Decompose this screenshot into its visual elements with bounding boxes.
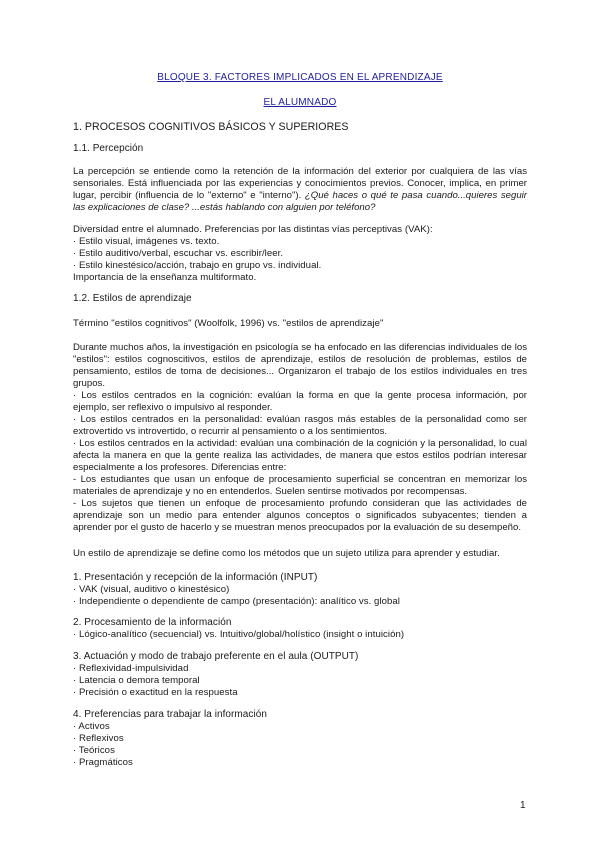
superficial-paragraph: - Los estudiantes que usan un enfoque de procesamiento superficial se concentran en memorizar los materiales de aprendizaje y no en entenderlos. Suelen sentirse motivados por recompensas. — [73, 474, 527, 498]
list-item: · Reflexivos — [73, 733, 124, 744]
list-item: · Pragmáticos — [73, 757, 133, 768]
list-item: · Lógico-analítico (secuencial) vs. Intuitivo/global/holístico (insight o intuición) — [73, 629, 405, 640]
subsection-1-2-heading: 1.2. Estilos de aprendizaje — [73, 293, 192, 304]
actividad-paragraph: · Los estilos centrados en la actividad: evalúan una combinación de la cognición y la personalidad, lo cual afecta la manera en que la gente realiza las actividades, de manera que estos estilos podrían interesar especialmente a los profesores. Diferencias entre: — [73, 438, 527, 474]
list-1-heading: 1. Presentación y recepción de la información (INPUT) — [73, 572, 318, 583]
vak-intro: Diversidad entre el alumnado. Preferencias por las distintas vías perceptivas (VAK): — [73, 224, 433, 235]
personalidad-paragraph: · Los estilos centrados en la personalidad: evalúan rasgos más estables de la personalidad como ser extrovertido vs introvertido, o recurrir al pensamiento o a los sentimientos. — [73, 414, 527, 438]
profundo-paragraph: - Los sujetos que tienen un enfoque de procesamiento profundo consideran que las actividades de aprendizaje son un medio para entender algunos conceptos o significados subyacentes; tienden a aprender por el gusto de hacerlo y se muestran menos preocupados por la evaluación de su desempeño. — [73, 498, 527, 534]
subsection-1-1-heading: 1.1. Percepción — [73, 143, 144, 154]
list-2-heading: 2. Procesamiento de la información — [73, 617, 232, 628]
page-number: 1 — [520, 800, 526, 811]
investigacion-paragraph: Durante muchos años, la investigación en psicología se ha enfocado en las diferencias individuales de los "estilos": estilos cognoscitivos, estilos de aprendizaje, estilos de resolución de problemas, estilos de pensamiento, estilos de toma de decisiones... Organizaron el trabajo de los estilos individuales en tres grupos. — [73, 342, 527, 390]
cognicion-paragraph: · Los estilos centrados en la cognición: evalúan la forma en que la gente procesa información, por ejemplo, ser reflexivo o impulsivo al responder. — [73, 390, 527, 414]
percepcion-text: La percepción se entiende como la retención de la información del exterior por cualquiera de las vías sensoriales. Está influenciada por las experiencias y conocimientos previos. Conocer, implica, en primer lugar, percibir (influencia de lo "externo" e "interno"). — [73, 166, 527, 202]
document-title: BLOQUE 3. FACTORES IMPLICADOS EN EL APRENDIZAJE — [157, 72, 443, 83]
vak-item: · Estilo visual, imágenes vs. texto. — [73, 236, 220, 247]
vak-item: · Estilo kinestésico/acción, trabajo en grupo vs. individual. — [73, 260, 322, 271]
termino-text: Término "estilos cognitivos" (Woolfolk, 1996) vs. "estilos de aprendizaje" — [73, 318, 384, 329]
definicion-text: Un estilo de aprendizaje se define como los métodos que un sujeto utiliza para aprender y estudiar. — [73, 548, 500, 559]
list-item: · Latencia o demora temporal — [73, 675, 200, 686]
list-item: · Reflexividad-impulsividad — [73, 663, 189, 674]
list-item: · VAK (visual, auditivo o kinestésico) — [73, 584, 230, 595]
list-item: · Activos — [73, 721, 110, 732]
multiformato-text: Importancia de la enseñanza multiformato. — [73, 272, 257, 283]
list-item: · Teóricos — [73, 745, 115, 756]
list-4-heading: 4. Preferencias para trabajar la información — [73, 709, 267, 720]
list-3-heading: 3. Actuación y modo de trabajo preferente en el aula (OUTPUT) — [73, 651, 359, 662]
vak-item: · Estilo auditivo/verbal, escuchar vs. escribir/leer. — [73, 248, 284, 259]
list-item: · Precisión o exactitud en la respuesta — [73, 687, 238, 698]
document-subtitle: EL ALUMNADO — [263, 97, 337, 108]
section-1-heading: 1. PROCESOS COGNITIVOS BÁSICOS Y SUPERIORES — [73, 121, 349, 133]
percepcion-question: ¿Qué haces o qué te pasa cuando...quieres seguir las explicaciones de clase? ...estás hablando con alguien por teléfono? — [73, 190, 528, 214]
list-item: · Independiente o dependiente de campo (presentación): analítico vs. global — [73, 596, 400, 607]
percepcion-paragraph — [73, 166, 527, 214]
